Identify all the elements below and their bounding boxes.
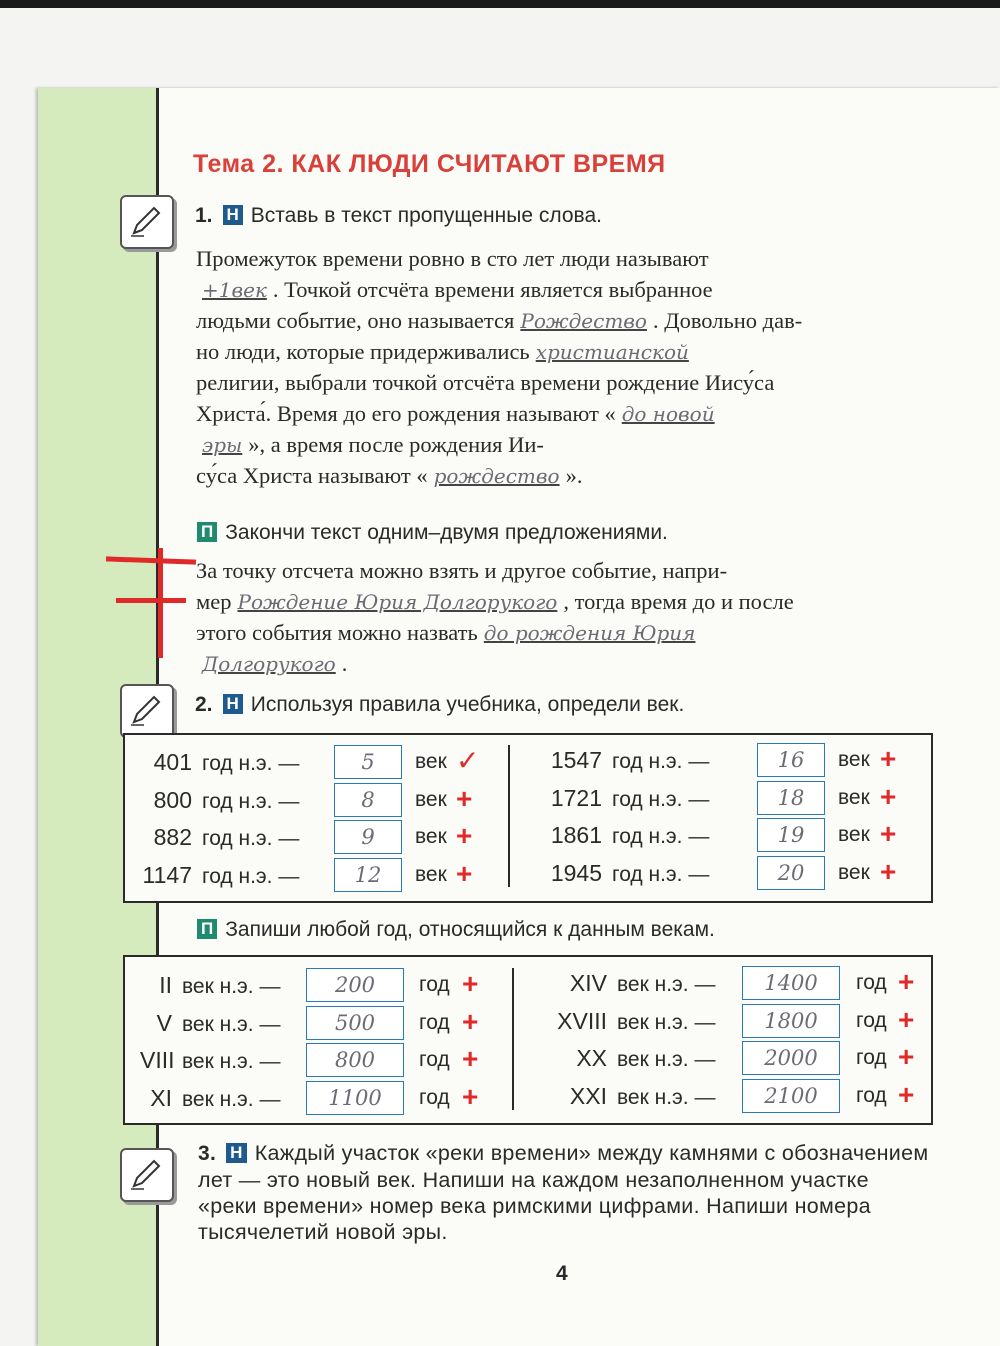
text-line — [196, 243, 709, 274]
grade-mark: + — [880, 818, 897, 849]
text-segment: . Довольно дав- — [652, 308, 803, 333]
answer-box[interactable]: 12 — [334, 858, 402, 892]
year-value: 1147 — [142, 861, 192, 888]
answer-box[interactable]: 19 — [757, 818, 825, 852]
century-value: XIV — [569, 970, 607, 996]
page-number: 4 — [556, 1262, 568, 1285]
row-suffix: век н.э. — — [182, 975, 281, 998]
answer-box[interactable]: 500 — [306, 1006, 404, 1040]
table-row — [540, 822, 709, 849]
handwritten-answer[interactable]: Рождество — [520, 309, 647, 333]
row-suffix: год н.э. — — [612, 862, 710, 886]
level-badge: П — [197, 522, 217, 542]
year-value: 882 — [153, 824, 192, 850]
text-segment: мер — [196, 589, 232, 614]
row-suffix: век н.э. — — [617, 1085, 716, 1109]
level-badge: П — [197, 919, 217, 939]
text-line — [196, 429, 544, 461]
answer-box[interactable]: 20 — [757, 856, 825, 890]
row-suffix: год н.э. — — [202, 864, 300, 888]
century-value: XXI — [569, 1082, 607, 1109]
text-line — [196, 617, 701, 649]
level-badge: Н — [223, 694, 243, 714]
grade-mark: + — [462, 1005, 479, 1037]
unit-label: век — [838, 860, 870, 884]
text-segment: Христа́. Время до его рождения называют « — [196, 401, 616, 426]
task-number: 3. — [198, 1142, 217, 1165]
answer-box[interactable]: 18 — [757, 781, 825, 815]
handwritten-answer[interactable]: рождество — [433, 464, 560, 488]
text-line — [196, 305, 802, 337]
page-title: Тема 2. КАК ЛЮДИ СЧИТАЮТ ВРЕМЯ — [193, 150, 666, 178]
grade-mark: + — [456, 782, 473, 814]
text-line — [196, 460, 582, 492]
task-3 — [198, 1140, 933, 1245]
answer-box[interactable]: 200 — [306, 968, 404, 1002]
unit-label: год — [856, 1008, 887, 1032]
answer-box[interactable]: 8 — [334, 783, 402, 817]
text-segment: , тогда время до и после — [563, 589, 794, 614]
text-line — [196, 586, 794, 618]
unit-label: год — [419, 1048, 450, 1071]
row-suffix: год н.э. — — [612, 750, 710, 773]
task-instruction: Закончи текст одним–двумя предложениями. — [225, 521, 668, 544]
task-instruction: Вставь в текст пропущенные слова. — [250, 204, 602, 227]
table-row — [540, 785, 709, 812]
scan-edge — [0, 0, 1000, 8]
text-segment: су́са Христа называют « — [196, 463, 428, 488]
grade-mark: + — [898, 1003, 915, 1035]
century-value: XI — [150, 1084, 172, 1111]
unit-label: век — [838, 748, 870, 771]
unit-label: год — [856, 1083, 887, 1107]
handwritten-answer[interactable]: +1век — [202, 278, 267, 302]
text-line — [196, 648, 347, 680]
pencil-icon — [120, 684, 174, 738]
handwritten-answer[interactable]: до рождения Юрия — [483, 621, 696, 645]
text-line — [196, 274, 713, 306]
text-segment: . Точкой отсчёта времени является выбранное — [272, 277, 713, 302]
row-suffix: век н.э. — — [182, 1012, 281, 1036]
handwritten-answer[interactable]: Долгорукого — [202, 652, 336, 676]
pencil-icon — [120, 1148, 174, 1202]
task-instruction: Используя правила учебника, определи век. — [250, 693, 685, 716]
grade-mark: ✓ — [456, 745, 480, 776]
century-value: II — [159, 972, 172, 998]
row-suffix: год н.э. — — [202, 827, 300, 850]
table-row — [545, 970, 715, 997]
table-row — [140, 1047, 280, 1074]
grade-mark: + — [462, 968, 479, 999]
row-suffix: век н.э. — — [617, 1048, 716, 1071]
level-badge: Н — [223, 205, 243, 225]
row-suffix: век н.э. — — [182, 1087, 281, 1111]
table-row — [140, 1085, 280, 1112]
year-value: 800 — [153, 786, 192, 813]
unit-label: год — [856, 1046, 887, 1069]
grade-mark: + — [456, 857, 473, 889]
year-value: 1547 — [550, 747, 602, 773]
unit-label: год — [419, 1085, 450, 1109]
row-suffix: век н.э. — — [182, 1050, 281, 1073]
answer-box[interactable]: 1100 — [306, 1081, 404, 1115]
grade-mark: + — [456, 820, 473, 851]
task-1b-header — [197, 521, 668, 545]
table-row — [545, 1008, 715, 1035]
table-row — [140, 1010, 280, 1037]
answer-box[interactable]: 9 — [334, 820, 402, 854]
century-value: XX — [576, 1045, 607, 1071]
grade-mark: + — [462, 1043, 479, 1074]
answer-box[interactable]: 1400 — [742, 966, 840, 1000]
task-3-text: Каждый участок «реки времени» между камнями с обозначением лет — это новый век. Напиши на каждом незаполненном участке «реки времени» номер века римскими цифрами. Напиши номера тысячелетий новой эры. — [198, 1141, 929, 1244]
text-segment: людьми событие, оно называется — [196, 308, 515, 333]
unit-label: век — [415, 787, 447, 811]
year-value: 1721 — [550, 784, 602, 811]
margin-grade-mark — [106, 548, 196, 658]
text-segment: Промежуток времени ровно в сто лет люди называют — [196, 246, 709, 271]
row-suffix: год н.э. — — [202, 752, 300, 775]
century-value: V — [156, 1009, 172, 1036]
table-row — [545, 1045, 715, 1072]
answer-box[interactable]: 2000 — [742, 1041, 840, 1075]
unit-label: год — [419, 1010, 450, 1034]
grade-mark: + — [880, 743, 897, 774]
unit-label: век — [415, 825, 447, 848]
text-line — [196, 367, 774, 398]
grade-mark: + — [898, 966, 915, 997]
century-value: XVIII — [557, 1007, 607, 1034]
task-2-header — [195, 693, 684, 717]
text-segment: . — [341, 651, 348, 676]
year-value: 1945 — [550, 859, 602, 886]
row-suffix: год н.э. — — [202, 789, 300, 813]
grade-mark: + — [880, 855, 897, 887]
table-row — [130, 862, 299, 889]
text-line — [196, 555, 727, 586]
answer-box[interactable]: 16 — [757, 743, 825, 777]
unit-label: век — [415, 750, 447, 773]
grade-mark: + — [898, 1078, 915, 1110]
unit-label: век — [415, 862, 447, 886]
unit-label: век — [838, 785, 870, 809]
answer-box[interactable]: 2100 — [742, 1079, 840, 1113]
table-row — [545, 1083, 715, 1110]
answer-box[interactable]: 1800 — [742, 1004, 840, 1038]
century-value: VIII — [140, 1047, 175, 1073]
handwritten-answer[interactable]: Рождение Юрия Долгорукого — [237, 590, 558, 614]
row-suffix: век н.э. — — [617, 1010, 716, 1034]
divider — [508, 745, 510, 887]
text-segment: этого события можно назвать — [196, 620, 478, 645]
task-1-header — [195, 204, 602, 228]
text-segment: », а время после рождения Ии- — [248, 432, 544, 457]
handwritten-answer[interactable]: христианской — [535, 340, 689, 364]
text-segment: но люди, которые придерживались — [196, 339, 530, 364]
task-instruction: Запиши любой год, относящийся к данным векам. — [225, 918, 715, 941]
handwritten-answer[interactable]: эры — [202, 433, 243, 457]
unit-label: век — [838, 823, 870, 846]
text-line — [196, 336, 695, 368]
table-row — [140, 972, 280, 999]
text-line — [196, 398, 721, 430]
grade-mark: + — [898, 1041, 915, 1072]
answer-box[interactable]: 800 — [306, 1043, 404, 1077]
text-segment: ». — [565, 463, 583, 488]
row-suffix: год н.э. — — [612, 787, 710, 811]
task-2b-header — [197, 918, 715, 942]
task-number: 1. — [195, 204, 213, 227]
grade-mark: + — [880, 780, 897, 812]
grade-mark: + — [462, 1080, 479, 1112]
table-row — [540, 747, 709, 774]
table-row — [540, 860, 709, 887]
text-segment: религии, выбрали точкой отсчёта времени рождение Иису́са — [196, 370, 775, 395]
text-segment: За точку отсчета можно взять и другое событие, напри- — [196, 558, 728, 583]
unit-label: год — [419, 973, 450, 996]
level-badge: Н — [226, 1143, 247, 1163]
divider — [512, 968, 514, 1110]
task-number: 2. — [195, 693, 213, 716]
year-value: 401 — [153, 749, 192, 775]
handwritten-answer[interactable]: до новой — [621, 402, 715, 426]
unit-label: год — [856, 971, 887, 994]
pencil-icon — [120, 195, 174, 249]
table-row — [130, 749, 299, 776]
year-value: 1861 — [550, 822, 602, 848]
row-suffix: век н.э. — — [617, 973, 716, 996]
answer-box[interactable]: 5 — [334, 745, 402, 779]
table-row — [130, 824, 299, 851]
row-suffix: год н.э. — — [612, 825, 710, 848]
table-row — [130, 787, 299, 814]
